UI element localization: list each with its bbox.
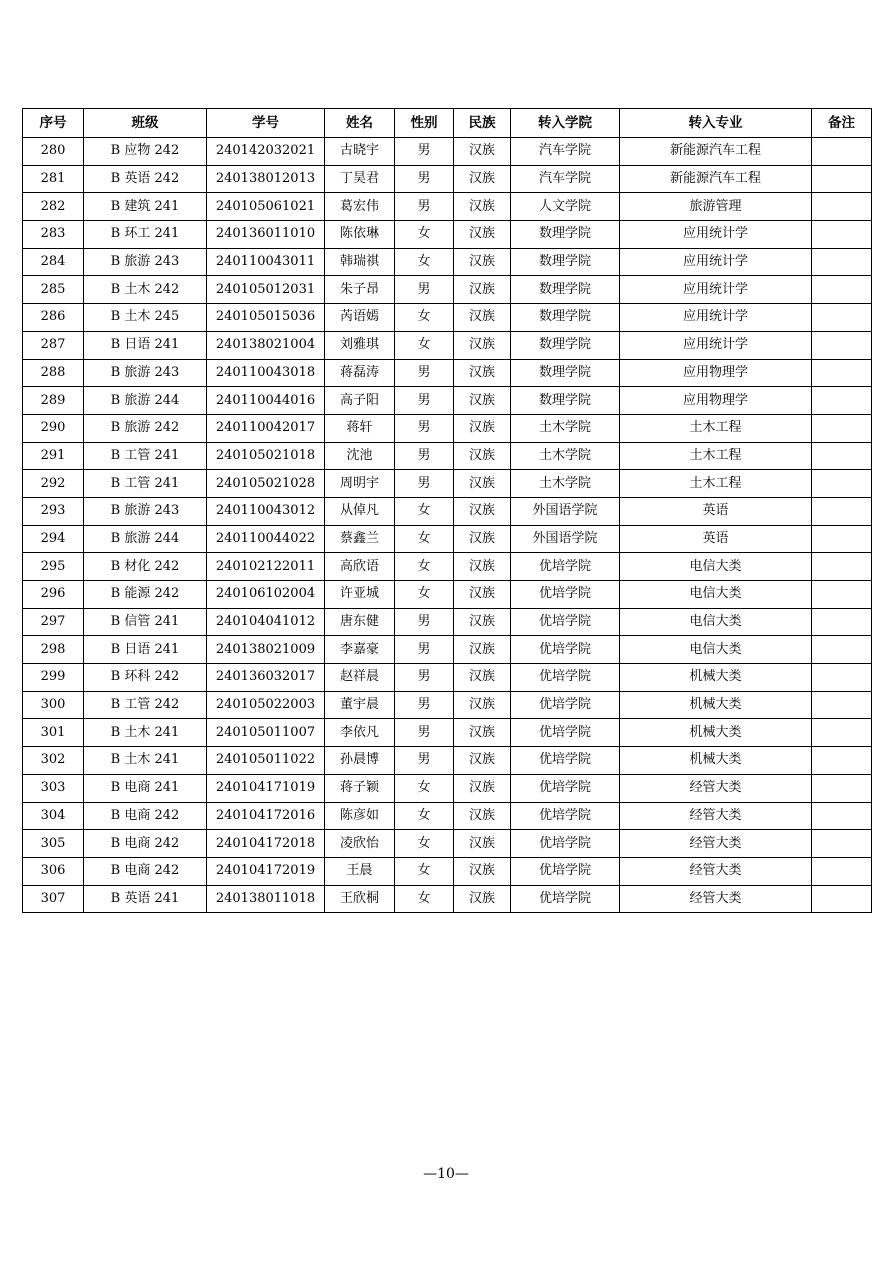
cell-index: 289 [23, 387, 84, 415]
cell-index: 282 [23, 193, 84, 221]
cell-gender: 男 [395, 442, 454, 470]
cell-gender: 男 [395, 608, 454, 636]
cell-index: 300 [23, 691, 84, 719]
cell-student-id: 240105011007 [207, 719, 325, 747]
cell-ethnicity: 汉族 [454, 857, 511, 885]
cell-index: 296 [23, 581, 84, 609]
cell-name: 李嘉豪 [325, 636, 395, 664]
table-row [23, 387, 872, 415]
cell-ethnicity: 汉族 [454, 774, 511, 802]
table-row [23, 774, 872, 802]
cell-remarks [812, 221, 872, 249]
cell-class: B 土木 241 [84, 719, 207, 747]
cell-college: 数理学院 [511, 387, 620, 415]
cell-gender: 女 [395, 248, 454, 276]
cell-ethnicity: 汉族 [454, 608, 511, 636]
table-row [23, 331, 872, 359]
cell-gender: 女 [395, 304, 454, 332]
cell-class: B 旅游 243 [84, 359, 207, 387]
table-row [23, 691, 872, 719]
cell-ethnicity: 汉族 [454, 553, 511, 581]
cell-ethnicity: 汉族 [454, 802, 511, 830]
cell-class: B 英语 242 [84, 165, 207, 193]
cell-class: B 日语 241 [84, 331, 207, 359]
cell-index: 285 [23, 276, 84, 304]
table-row [23, 470, 872, 498]
cell-index: 305 [23, 830, 84, 858]
cell-name: 蒋轩 [325, 414, 395, 442]
cell-gender: 女 [395, 802, 454, 830]
cell-class: B 电商 242 [84, 857, 207, 885]
cell-college: 外国语学院 [511, 497, 620, 525]
cell-index: 291 [23, 442, 84, 470]
cell-student-id: 240110043012 [207, 497, 325, 525]
cell-class: B 旅游 243 [84, 497, 207, 525]
cell-ethnicity: 汉族 [454, 581, 511, 609]
table-row [23, 138, 872, 166]
cell-remarks [812, 581, 872, 609]
cell-name: 蒋磊涛 [325, 359, 395, 387]
cell-index: 293 [23, 497, 84, 525]
cell-major: 电信大类 [620, 581, 812, 609]
cell-ethnicity: 汉族 [454, 719, 511, 747]
table-row [23, 636, 872, 664]
cell-name: 董宇晨 [325, 691, 395, 719]
cell-name: 沈池 [325, 442, 395, 470]
cell-ethnicity: 汉族 [454, 165, 511, 193]
cell-ethnicity: 汉族 [454, 359, 511, 387]
cell-class: B 土木 245 [84, 304, 207, 332]
cell-remarks [812, 747, 872, 775]
table-row [23, 414, 872, 442]
cell-class: B 旅游 244 [84, 387, 207, 415]
cell-name: 周明宇 [325, 470, 395, 498]
cell-ethnicity: 汉族 [454, 470, 511, 498]
cell-index: 297 [23, 608, 84, 636]
cell-name: 芮语嫣 [325, 304, 395, 332]
cell-name: 王欣桐 [325, 885, 395, 913]
cell-student-id: 240110044022 [207, 525, 325, 553]
cell-gender: 女 [395, 221, 454, 249]
cell-major: 经管大类 [620, 774, 812, 802]
table-row [23, 719, 872, 747]
table-row [23, 525, 872, 553]
cell-remarks [812, 138, 872, 166]
cell-remarks [812, 525, 872, 553]
cell-name: 高欣语 [325, 553, 395, 581]
cell-remarks [812, 774, 872, 802]
cell-index: 280 [23, 138, 84, 166]
cell-class: B 环工 241 [84, 221, 207, 249]
table-row [23, 664, 872, 692]
cell-college: 汽车学院 [511, 138, 620, 166]
cell-name: 葛宏伟 [325, 193, 395, 221]
cell-student-id: 240138021004 [207, 331, 325, 359]
cell-remarks [812, 193, 872, 221]
table-row [23, 497, 872, 525]
cell-ethnicity: 汉族 [454, 387, 511, 415]
cell-major: 新能源汽车工程 [620, 138, 812, 166]
cell-major: 电信大类 [620, 636, 812, 664]
cell-index: 288 [23, 359, 84, 387]
cell-ethnicity: 汉族 [454, 747, 511, 775]
cell-college: 土木学院 [511, 442, 620, 470]
header-class: 班级 [84, 109, 207, 138]
cell-college: 数理学院 [511, 221, 620, 249]
cell-name: 丁昊君 [325, 165, 395, 193]
cell-gender: 男 [395, 276, 454, 304]
cell-student-id: 240110042017 [207, 414, 325, 442]
cell-college: 优培学院 [511, 885, 620, 913]
cell-student-id: 240106102004 [207, 581, 325, 609]
cell-student-id: 240110043011 [207, 248, 325, 276]
table-row [23, 221, 872, 249]
cell-ethnicity: 汉族 [454, 331, 511, 359]
cell-major: 电信大类 [620, 553, 812, 581]
cell-ethnicity: 汉族 [454, 497, 511, 525]
cell-class: B 工管 241 [84, 470, 207, 498]
cell-gender: 男 [395, 747, 454, 775]
cell-student-id: 240138021009 [207, 636, 325, 664]
cell-name: 许亚城 [325, 581, 395, 609]
cell-index: 294 [23, 525, 84, 553]
cell-name: 赵祥晨 [325, 664, 395, 692]
cell-major: 经管大类 [620, 857, 812, 885]
table-row [23, 248, 872, 276]
cell-class: B 材化 242 [84, 553, 207, 581]
cell-college: 优培学院 [511, 802, 620, 830]
cell-remarks [812, 248, 872, 276]
cell-ethnicity: 汉族 [454, 304, 511, 332]
cell-remarks [812, 497, 872, 525]
cell-remarks [812, 165, 872, 193]
page-number: —10— [423, 1166, 469, 1182]
cell-college: 汽车学院 [511, 165, 620, 193]
cell-class: B 日语 241 [84, 636, 207, 664]
cell-name: 蒋子颖 [325, 774, 395, 802]
cell-gender: 男 [395, 664, 454, 692]
cell-major: 机械大类 [620, 691, 812, 719]
cell-class: B 土木 242 [84, 276, 207, 304]
cell-college: 优培学院 [511, 664, 620, 692]
cell-index: 302 [23, 747, 84, 775]
cell-name: 孙晨博 [325, 747, 395, 775]
cell-student-id: 240110043018 [207, 359, 325, 387]
cell-major: 应用统计学 [620, 221, 812, 249]
cell-class: B 旅游 242 [84, 414, 207, 442]
cell-major: 应用统计学 [620, 248, 812, 276]
cell-student-id: 240105021018 [207, 442, 325, 470]
header-index: 序号 [23, 109, 84, 138]
cell-student-id: 240138011018 [207, 885, 325, 913]
cell-remarks [812, 553, 872, 581]
cell-index: 306 [23, 857, 84, 885]
cell-college: 优培学院 [511, 774, 620, 802]
cell-index: 286 [23, 304, 84, 332]
cell-remarks [812, 387, 872, 415]
cell-college: 优培学院 [511, 857, 620, 885]
cell-gender: 男 [395, 719, 454, 747]
student-transfer-table [22, 108, 872, 913]
cell-major: 应用物理学 [620, 359, 812, 387]
cell-remarks [812, 857, 872, 885]
cell-college: 土木学院 [511, 470, 620, 498]
cell-ethnicity: 汉族 [454, 414, 511, 442]
cell-remarks [812, 331, 872, 359]
cell-remarks [812, 885, 872, 913]
cell-student-id: 240105021028 [207, 470, 325, 498]
cell-name: 陈彦如 [325, 802, 395, 830]
cell-major: 应用物理学 [620, 387, 812, 415]
cell-college: 外国语学院 [511, 525, 620, 553]
cell-index: 299 [23, 664, 84, 692]
cell-class: B 旅游 243 [84, 248, 207, 276]
table-row [23, 802, 872, 830]
cell-college: 优培学院 [511, 830, 620, 858]
table-row [23, 165, 872, 193]
table-row [23, 193, 872, 221]
cell-index: 301 [23, 719, 84, 747]
cell-name: 蔡鑫兰 [325, 525, 395, 553]
cell-class: B 工管 241 [84, 442, 207, 470]
cell-major: 机械大类 [620, 747, 812, 775]
table-body [23, 138, 872, 913]
header-student-id: 学号 [207, 109, 325, 138]
header-remarks: 备注 [812, 109, 872, 138]
cell-name: 高子阳 [325, 387, 395, 415]
cell-college: 数理学院 [511, 359, 620, 387]
cell-gender: 女 [395, 553, 454, 581]
cell-college: 数理学院 [511, 331, 620, 359]
cell-class: B 工管 242 [84, 691, 207, 719]
cell-remarks [812, 442, 872, 470]
header-name: 姓名 [325, 109, 395, 138]
cell-major: 英语 [620, 525, 812, 553]
cell-gender: 女 [395, 857, 454, 885]
cell-college: 土木学院 [511, 414, 620, 442]
cell-ethnicity: 汉族 [454, 138, 511, 166]
cell-student-id: 240105061021 [207, 193, 325, 221]
cell-major: 英语 [620, 497, 812, 525]
cell-remarks [812, 304, 872, 332]
cell-ethnicity: 汉族 [454, 442, 511, 470]
table-row [23, 830, 872, 858]
cell-class: B 能源 242 [84, 581, 207, 609]
cell-remarks [812, 830, 872, 858]
cell-major: 机械大类 [620, 719, 812, 747]
cell-ethnicity: 汉族 [454, 691, 511, 719]
cell-ethnicity: 汉族 [454, 193, 511, 221]
cell-major: 应用统计学 [620, 331, 812, 359]
cell-class: B 信管 241 [84, 608, 207, 636]
cell-class: B 电商 242 [84, 830, 207, 858]
cell-class: B 电商 241 [84, 774, 207, 802]
cell-gender: 男 [395, 470, 454, 498]
cell-gender: 男 [395, 193, 454, 221]
table-row [23, 581, 872, 609]
cell-major: 经管大类 [620, 830, 812, 858]
cell-index: 304 [23, 802, 84, 830]
cell-gender: 女 [395, 331, 454, 359]
cell-ethnicity: 汉族 [454, 221, 511, 249]
table-row [23, 304, 872, 332]
cell-major: 土木工程 [620, 470, 812, 498]
cell-class: B 英语 241 [84, 885, 207, 913]
cell-major: 土木工程 [620, 414, 812, 442]
table-row [23, 857, 872, 885]
cell-gender: 男 [395, 691, 454, 719]
cell-name: 刘雅琪 [325, 331, 395, 359]
cell-student-id: 240136011010 [207, 221, 325, 249]
cell-class: B 土木 241 [84, 747, 207, 775]
cell-class: B 电商 242 [84, 802, 207, 830]
cell-index: 290 [23, 414, 84, 442]
cell-class: B 应物 242 [84, 138, 207, 166]
cell-class: B 建筑 241 [84, 193, 207, 221]
cell-gender: 女 [395, 581, 454, 609]
table-row [23, 442, 872, 470]
cell-gender: 男 [395, 414, 454, 442]
cell-ethnicity: 汉族 [454, 636, 511, 664]
header-major: 转入专业 [620, 109, 812, 138]
cell-ethnicity: 汉族 [454, 885, 511, 913]
cell-college: 数理学院 [511, 304, 620, 332]
cell-name: 韩瑞祺 [325, 248, 395, 276]
cell-remarks [812, 636, 872, 664]
cell-student-id: 240110044016 [207, 387, 325, 415]
cell-student-id: 240138012013 [207, 165, 325, 193]
cell-college: 数理学院 [511, 276, 620, 304]
table-row [23, 276, 872, 304]
cell-remarks [812, 802, 872, 830]
cell-remarks [812, 691, 872, 719]
table-row [23, 885, 872, 913]
cell-remarks [812, 276, 872, 304]
cell-college: 优培学院 [511, 719, 620, 747]
cell-college: 优培学院 [511, 636, 620, 664]
cell-name: 陈依琳 [325, 221, 395, 249]
cell-student-id: 240105022003 [207, 691, 325, 719]
cell-college: 优培学院 [511, 691, 620, 719]
cell-remarks [812, 359, 872, 387]
cell-index: 281 [23, 165, 84, 193]
cell-gender: 男 [395, 636, 454, 664]
cell-student-id: 240104172018 [207, 830, 325, 858]
cell-index: 287 [23, 331, 84, 359]
cell-gender: 女 [395, 497, 454, 525]
cell-major: 应用统计学 [620, 276, 812, 304]
cell-ethnicity: 汉族 [454, 276, 511, 304]
cell-name: 唐东健 [325, 608, 395, 636]
cell-student-id: 240142032021 [207, 138, 325, 166]
cell-student-id: 240105011022 [207, 747, 325, 775]
table-header-row [23, 109, 872, 138]
cell-index: 292 [23, 470, 84, 498]
cell-student-id: 240104172019 [207, 857, 325, 885]
cell-remarks [812, 608, 872, 636]
header-ethnicity: 民族 [454, 109, 511, 138]
cell-college: 优培学院 [511, 553, 620, 581]
cell-major: 应用统计学 [620, 304, 812, 332]
cell-major: 经管大类 [620, 802, 812, 830]
cell-college: 优培学院 [511, 608, 620, 636]
cell-college: 人文学院 [511, 193, 620, 221]
cell-name: 从倬凡 [325, 497, 395, 525]
cell-student-id: 240105012031 [207, 276, 325, 304]
cell-gender: 女 [395, 774, 454, 802]
cell-remarks [812, 664, 872, 692]
table-row [23, 747, 872, 775]
cell-student-id: 240104171019 [207, 774, 325, 802]
cell-remarks [812, 719, 872, 747]
cell-major: 经管大类 [620, 885, 812, 913]
cell-index: 284 [23, 248, 84, 276]
cell-name: 王晨 [325, 857, 395, 885]
cell-student-id: 240104172016 [207, 802, 325, 830]
cell-student-id: 240102122011 [207, 553, 325, 581]
cell-ethnicity: 汉族 [454, 525, 511, 553]
cell-college: 优培学院 [511, 747, 620, 775]
cell-class: B 环科 242 [84, 664, 207, 692]
cell-ethnicity: 汉族 [454, 248, 511, 276]
cell-gender: 男 [395, 165, 454, 193]
header-gender: 性别 [395, 109, 454, 138]
cell-major: 机械大类 [620, 664, 812, 692]
table-row [23, 608, 872, 636]
cell-gender: 男 [395, 138, 454, 166]
cell-gender: 女 [395, 830, 454, 858]
cell-class: B 旅游 244 [84, 525, 207, 553]
cell-gender: 女 [395, 525, 454, 553]
cell-index: 283 [23, 221, 84, 249]
cell-gender: 男 [395, 359, 454, 387]
cell-major: 旅游管理 [620, 193, 812, 221]
cell-name: 朱子昂 [325, 276, 395, 304]
table-row [23, 553, 872, 581]
cell-name: 凌欣怡 [325, 830, 395, 858]
cell-index: 298 [23, 636, 84, 664]
cell-index: 295 [23, 553, 84, 581]
cell-ethnicity: 汉族 [454, 664, 511, 692]
cell-index: 303 [23, 774, 84, 802]
header-college: 转入学院 [511, 109, 620, 138]
cell-remarks [812, 414, 872, 442]
cell-student-id: 240105015036 [207, 304, 325, 332]
cell-name: 古晓宇 [325, 138, 395, 166]
cell-name: 李依凡 [325, 719, 395, 747]
cell-index: 307 [23, 885, 84, 913]
cell-gender: 男 [395, 387, 454, 415]
cell-gender: 女 [395, 885, 454, 913]
cell-college: 优培学院 [511, 581, 620, 609]
cell-remarks [812, 470, 872, 498]
cell-major: 电信大类 [620, 608, 812, 636]
cell-ethnicity: 汉族 [454, 830, 511, 858]
cell-major: 土木工程 [620, 442, 812, 470]
table-row [23, 359, 872, 387]
cell-major: 新能源汽车工程 [620, 165, 812, 193]
cell-student-id: 240104041012 [207, 608, 325, 636]
cell-college: 数理学院 [511, 248, 620, 276]
cell-student-id: 240136032017 [207, 664, 325, 692]
